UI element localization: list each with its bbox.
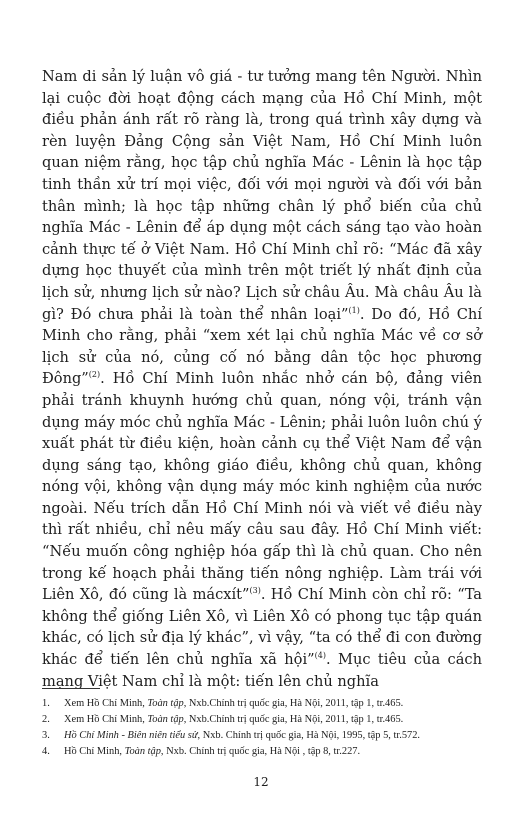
footnote-ref-2: (2) bbox=[88, 370, 101, 380]
body-text-2: . Do đó, Hồ Chí Minh cho rằng, phải “xem xét lại chủ nghĩa Mác về cơ sở lịch sử của nó, củng cố nó bằng dân tộc học phương Đông” bbox=[42, 305, 482, 388]
footnote-text: Hồ Chí Minh, Toàn tập, Nxb. Chính trị quốc gia, Hà Nội , tập 8, tr.227. bbox=[64, 746, 361, 757]
footnote-separator bbox=[42, 688, 100, 689]
body-text-1: Nam di sản lý luận vô giá - tư tưởng mang tên Người. Nhìn lại cuộc đời hoạt động cách mạng của Hồ Chí Minh, một điều phản ánh rất rõ ràng là, trong quá trình xây dựng và rèn luyện Đảng Cộng sản Việt Nam, Hồ Chí Minh luôn quan niệm rằng, học tập chủ nghĩa Mác - Lênin là học tập tinh thần xử trí mọi việc, đối với mọi người và đối với bản thân mình; là học tập những chân lý phổ biến của chủ nghĩa Mác - Lênin để áp dụng một cách sáng tạo vào hoàn cảnh thực tế ở Việt Nam. Hồ Chí Minh chỉ rõ: “Mác đã xây dựng học thuyết của mình trên một triết lý nhất định của lịch sử, nhưng lịch sử nào? Lịch sử châu Âu. Mà châu Âu là gì? Đó chưa phải là toàn thể nhân loại” bbox=[42, 68, 482, 323]
footnote-ref-4: (4) bbox=[314, 651, 326, 661]
footnote-number: 4. bbox=[42, 746, 50, 757]
footnote-item bbox=[42, 744, 482, 760]
footnote-title: Hồ Chí Minh - Biên niên tiểu sử bbox=[64, 730, 198, 741]
footnote-text: Xem Hồ Chí Minh, Toàn tập, Nxb.Chính trị quốc gia, Hà Nội, 2011, tập 1, tr.465. bbox=[64, 714, 404, 725]
footnote-title: Toàn tập bbox=[124, 746, 161, 757]
footnote-item bbox=[42, 712, 482, 728]
footnotes-list bbox=[42, 696, 482, 760]
footnote-title: Toàn tập bbox=[147, 714, 184, 725]
footnote-text: Hồ Chí Minh - Biên niên tiểu sử, Nxb. Chính trị quốc gia, Hà Nội, 1995, tập 5, tr.572. bbox=[64, 730, 421, 741]
page-number: 12 bbox=[253, 775, 269, 789]
footnote-ref-1: (1) bbox=[348, 305, 360, 315]
footnote-title: Toàn tập bbox=[147, 698, 184, 709]
footnote-number: 2. bbox=[42, 714, 50, 725]
body-text-4: . Hồ Chí Minh còn chỉ rõ: “Ta không thể giống Liên Xô, vì Liên Xô có phong tục tập quán khác, có lịch sử địa lý khác”, vì vậy, “ta có thể đi con đường khác để tiến lên chủ nghĩa xã hội” bbox=[42, 586, 483, 669]
body-text-5: . Mục tiêu của cách mạng Việt Nam chỉ là một: tiến lên chủ nghĩa bbox=[42, 651, 483, 690]
footnote-item bbox=[42, 696, 482, 712]
footnote-ref-3: (3) bbox=[249, 586, 261, 596]
body-text-3: . Hồ Chí Minh luôn nhắc nhở cán bộ, đảng viên phải tránh khuynh hướng chủ quan, nóng vội, tránh vận dụng máy móc chủ nghĩa Mác - Lênin; phải luôn luôn chú ý xuất phát từ điều kiện, hoàn cảnh cụ thể Việt Nam để vận dụng sáng tạo, không giáo điều, không chủ quan, không nóng vội, không vận dụng máy móc kinh nghiệm của nước ngoài. Nếu trích dẫn Hồ Chí Minh nói và viết về điều này thì rất nhiều, chỉ nêu mấy câu sau đây. Hồ Chí Minh viết: “Nếu muốn công nghiệp hóa gấp thì là chủ quan. Cho nên trong kế hoạch phải thăng tiến nông nghiệp. Làm trái với Liên Xô, đó cũng là mácxít” bbox=[42, 370, 482, 604]
body-paragraph bbox=[42, 66, 482, 692]
footnote-item bbox=[42, 728, 482, 744]
footnote-number: 1. bbox=[42, 698, 50, 709]
footnote-number: 3. bbox=[42, 730, 50, 741]
footnote-text: Xem Hồ Chí Minh, Toàn tập, Nxb.Chính trị quốc gia, Hà Nội, 2011, tập 1, tr.465. bbox=[64, 698, 404, 709]
